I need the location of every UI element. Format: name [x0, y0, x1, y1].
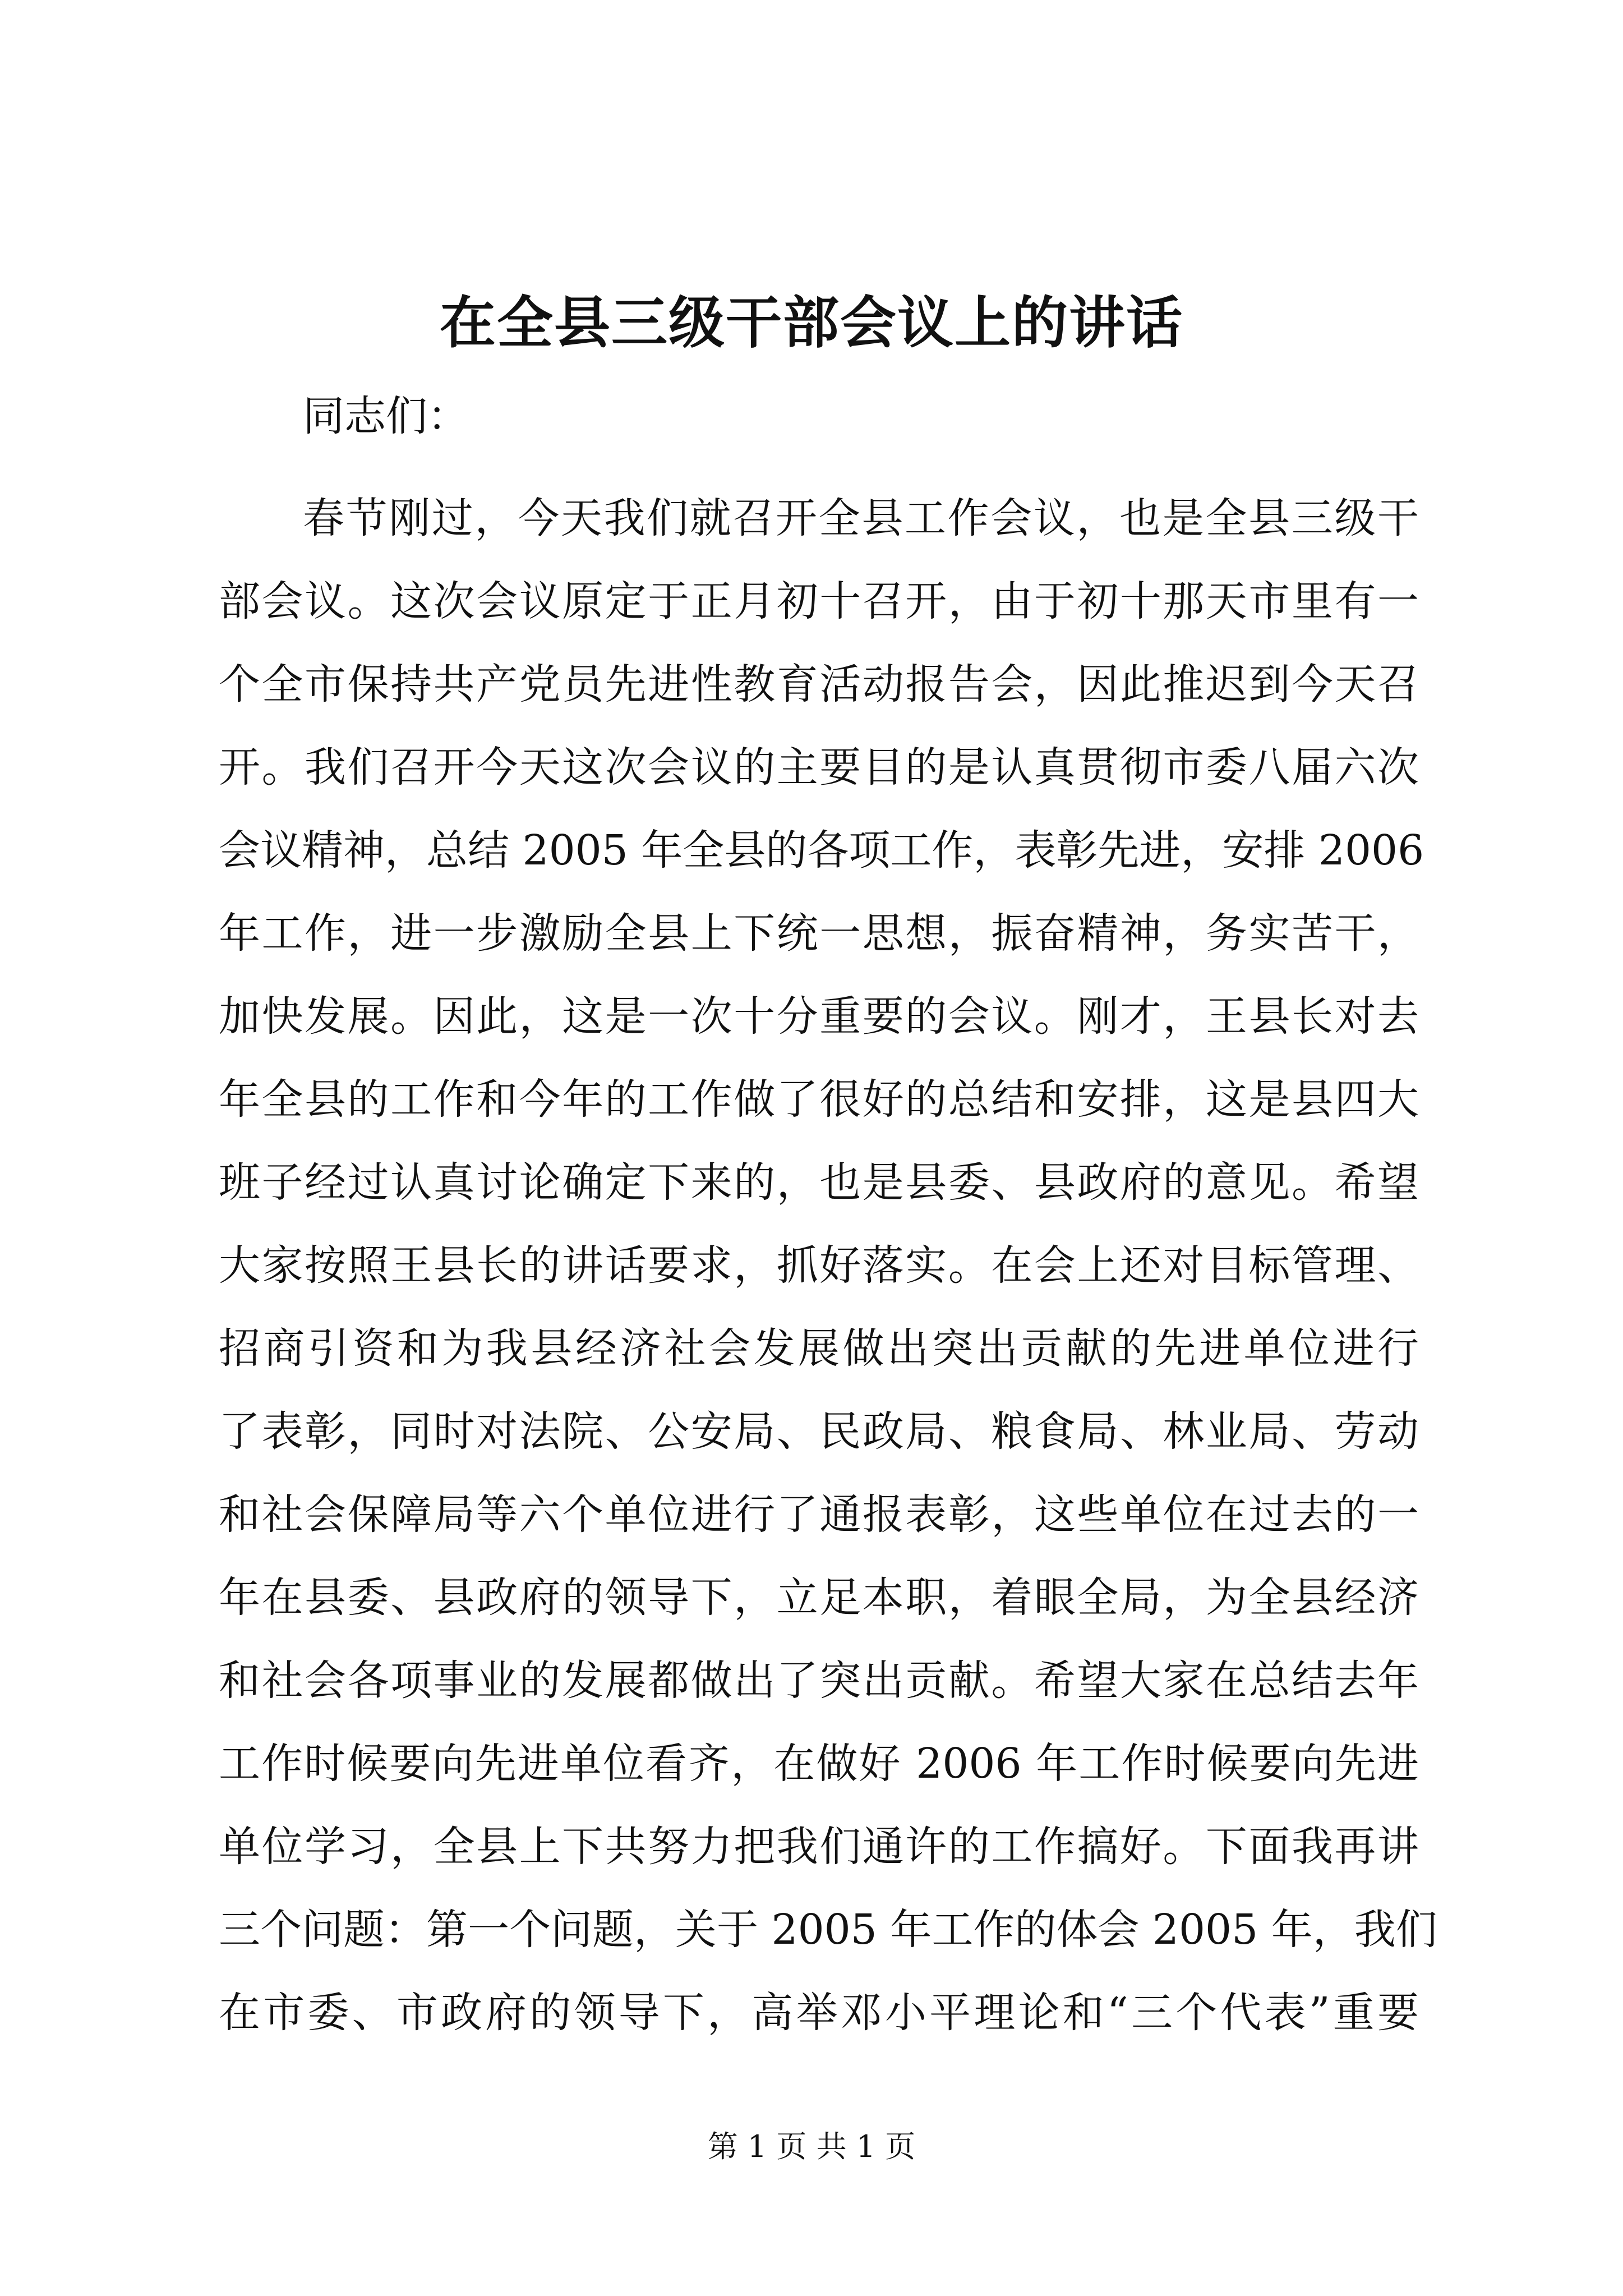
body-line: 会议精神，总结 2005 年全县的各项工作，表彰先进，安排 2006: [219, 826, 1424, 875]
document-title: 在全县三级干部会议上的讲话: [440, 289, 1183, 356]
body-line: 和社会保障局等六个单位进行了通报表彰，这些单位在过去的一: [219, 1490, 1419, 1539]
body-line: 年工作，进一步激励全县上下统一思想，振奋精神，务实苦干，: [219, 909, 1419, 958]
body-line: 春节刚过，今天我们就召开全县工作会议，也是全县三级干: [303, 494, 1419, 542]
body-line: 开。我们召开今天这次会议的主要目的是认真贯彻市委八届六次: [219, 743, 1419, 792]
body-line: 大家按照王县长的讲话要求，抓好落实。在会上还对目标管理、: [219, 1241, 1419, 1290]
body-line: 班子经过认真讨论确定下来的，也是县委、县政府的意见。希望: [219, 1158, 1419, 1207]
body-line: 三个问题：第一个问题，关于 2005 年工作的体会 2005 年，我们: [219, 1906, 1437, 1954]
body-text: [219, 477, 1453, 2054]
salutation: 同志们：: [303, 392, 469, 440]
body-line: 单位学习，全县上下共努力把我们通许的工作搞好。下面我再讲: [219, 1823, 1419, 1871]
body-line: 年在县委、县政府的领导下，立足本职，着眼全局，为全县经济: [219, 1573, 1419, 1622]
body-line: 和社会各项事业的发展都做出了突出贡献。希望大家在总结去年: [219, 1657, 1419, 1705]
page-footer: 第 1 页 共 1 页: [707, 2129, 916, 2164]
body-line: 加快发展。因此，这是一次十分重要的会议。刚才，王县长对去: [219, 992, 1419, 1041]
body-line: 在市委、市政府的领导下，高举邓小平理论和“三个代表”重要: [219, 1989, 1419, 2037]
body-line: 招商引资和为我县经济社会发展做出突出贡献的先进单位进行: [219, 1324, 1419, 1373]
body-line: 个全市保持共产党员先进性教育活动报告会，因此推迟到今天召: [219, 660, 1419, 708]
body-line: 了表彰，同时对法院、公安局、民政局、粮食局、林业局、劳动: [219, 1407, 1419, 1456]
body-line: 部会议。这次会议原定于正月初十召开，由于初十那天市里有一: [219, 577, 1419, 625]
body-line: 工作时候要向先进单位看齐，在做好 2006 年工作时候要向先进: [219, 1740, 1419, 1788]
body-line: 年全县的工作和今年的工作做了很好的总结和安排，这是县四大: [219, 1075, 1419, 1124]
